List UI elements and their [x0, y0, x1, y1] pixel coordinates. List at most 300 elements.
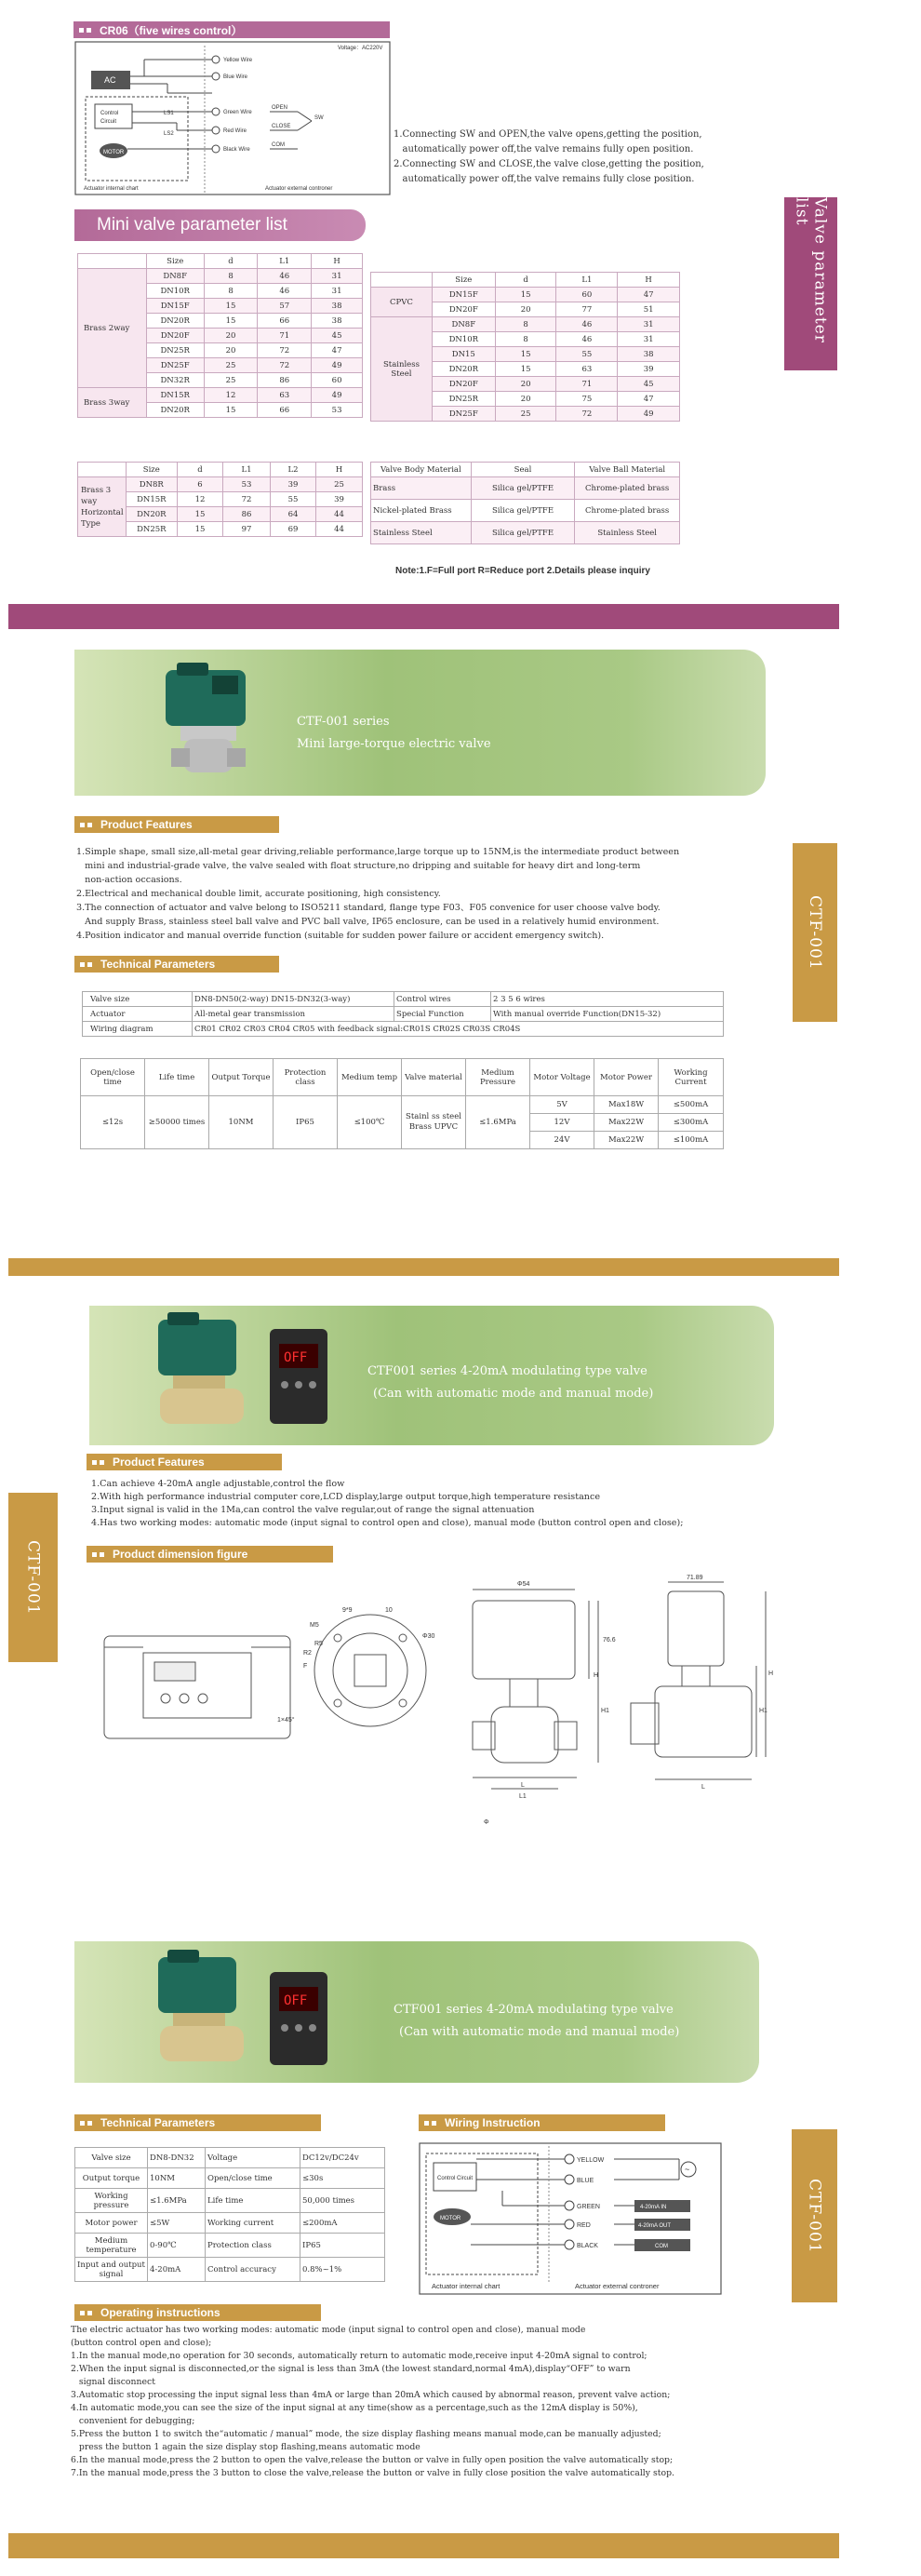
- cell: 72: [258, 358, 312, 373]
- ctf001a-spec-table: [80, 1058, 724, 1149]
- svg-text:CLOSE: CLOSE: [272, 124, 291, 129]
- ctf001a-features: [76, 845, 783, 943]
- cell: DN25F: [146, 358, 204, 373]
- controller-box: [270, 1972, 327, 2065]
- cell: Control wires: [394, 992, 491, 1007]
- cell: 20: [495, 392, 556, 407]
- cell: Max22W: [594, 1114, 659, 1132]
- cell: DN15R: [146, 388, 204, 403]
- svg-text:SW: SW: [314, 115, 324, 121]
- cr06-right-caption: Actuator external controner: [265, 186, 333, 192]
- cell: DN8-DN32: [148, 2148, 206, 2168]
- cell: ≤12s: [81, 1096, 145, 1149]
- ctf001c-banner-line1: CTF001 series 4-20mA modulating type valve: [394, 2003, 674, 2017]
- col-header: d: [204, 254, 258, 269]
- ctf001b-features-head: [87, 1454, 282, 1470]
- svg-text:L: L: [521, 1782, 525, 1789]
- dim-head-label: Product dimension figure: [113, 1548, 248, 1561]
- svg-text:10: 10: [385, 1607, 393, 1614]
- svg-text:H1: H1: [759, 1708, 768, 1714]
- cell: Valve size: [83, 992, 193, 1007]
- cell: DN32R: [146, 373, 204, 388]
- svg-text:Blue Wire: Blue Wire: [223, 74, 248, 80]
- ctf001-banner-title: [297, 711, 491, 756]
- svg-text:M5: M5: [310, 1622, 319, 1629]
- cell: 63: [556, 362, 618, 377]
- wiring-left-caption: Actuator internal chart: [432, 2282, 501, 2290]
- material-table: [370, 462, 680, 544]
- cell: 8: [204, 284, 258, 299]
- col-header: H: [312, 254, 363, 269]
- valve-4-20ma-image: [149, 1310, 354, 1441]
- ops-line: 4.In automatic mode,you can see the size of the input signal at any time(show as a percentage,such as the 12mA display is 50%),: [71, 2403, 638, 2413]
- cell: Max22W: [594, 1132, 659, 1149]
- ctf001c-tech-table: [74, 2147, 385, 2282]
- cell: 31: [312, 269, 363, 284]
- wiring-instruction-diagram: [419, 2142, 722, 2295]
- svg-text:GREEN: GREEN: [577, 2204, 600, 2210]
- cell: 15: [204, 299, 258, 314]
- ctf001b-banner-title: [367, 1361, 653, 1405]
- divider-purple: [8, 604, 839, 629]
- cell: 25: [495, 407, 556, 422]
- cell: ≤5W: [148, 2213, 206, 2234]
- svg-text:F: F: [303, 1663, 308, 1670]
- cell: 15: [495, 347, 556, 362]
- cr06-wiring-diagram: [74, 41, 391, 195]
- cell: ≤1.6MPa: [466, 1096, 530, 1149]
- side-tab-ctf001-b: [8, 1493, 58, 1662]
- cell: 51: [618, 302, 680, 317]
- cell: ≤1.6MPa: [148, 2189, 206, 2213]
- cell: DN25R: [126, 522, 177, 537]
- cell: ≥50000 times: [145, 1096, 209, 1149]
- col-header: Size: [432, 273, 495, 288]
- cell: 20: [495, 377, 556, 392]
- svg-text:Red Wire: Red Wire: [223, 128, 247, 134]
- cpvc-stainless-table: [370, 272, 680, 422]
- cell: ≤300mA: [659, 1114, 724, 1132]
- ctf001c-ops-head: [74, 2304, 321, 2321]
- ctf001b-dimension-head: [87, 1546, 333, 1563]
- svg-text:Φ54: Φ54: [517, 1581, 530, 1588]
- cell: 66: [258, 314, 312, 329]
- ops-line: 3.Automatic stop processing the input signal less than 4mA or large than 20mA which caused by abnormal reason, prevent valve action;: [71, 2390, 671, 2400]
- feature-line: 1.Simple shape, small size,all-metal gear driving,reliable performance,large torque up to 15NM,is the intermediate product between: [76, 847, 680, 857]
- cell: DN20R: [126, 507, 177, 522]
- cell: 44: [315, 507, 362, 522]
- svg-text:COM: COM: [272, 142, 285, 148]
- cell: 25: [315, 477, 362, 492]
- cell: Silica gel/PTFE: [471, 522, 575, 544]
- cell: 45: [312, 329, 363, 343]
- ctf001a-features-head: [74, 816, 279, 833]
- group-label: Brass 3way: [78, 388, 147, 418]
- svg-text:1×45°: 1×45°: [277, 1717, 295, 1724]
- cell: 39: [270, 477, 315, 492]
- cell: DN15R: [126, 492, 177, 507]
- svg-text:YELLOW: YELLOW: [577, 2157, 605, 2164]
- cell: ≤30s: [300, 2168, 385, 2189]
- cell: 45: [618, 377, 680, 392]
- cell: 86: [223, 507, 271, 522]
- svg-text:R2: R2: [303, 1650, 312, 1657]
- cell: 39: [315, 492, 362, 507]
- cell: 15: [204, 314, 258, 329]
- cell: Motor power: [75, 2213, 148, 2234]
- cr06-left-caption: Actuator internal chart: [84, 186, 139, 192]
- mini-param-title-label: Mini valve parameter list: [97, 215, 287, 235]
- cell: Nickel-plated Brass: [371, 500, 472, 522]
- col-header: L1: [223, 463, 271, 477]
- col-header: d: [495, 273, 556, 288]
- cell: 15: [495, 362, 556, 377]
- cell: Input and output signal: [75, 2258, 148, 2282]
- cell: ≤100℃: [338, 1096, 402, 1149]
- cell: 44: [315, 522, 362, 537]
- ops-line: 6.In the manual mode,press the 2 button to open the valve,release the button or valve in fully open position the valve automatically stop;: [71, 2455, 674, 2465]
- wiring-head-label: Wiring Instruction: [445, 2116, 541, 2129]
- cell: 5V: [530, 1096, 594, 1114]
- cell: DN8-DN50(2-way) DN15-DN32(3-way): [193, 992, 394, 1007]
- cell: IP65: [300, 2234, 385, 2258]
- cell: 8: [495, 317, 556, 332]
- col-header: H: [618, 273, 680, 288]
- ops-line: press the button 1 again the size display stop flashing,means automatic mode: [71, 2442, 420, 2452]
- cell: DN8F: [432, 317, 495, 332]
- group-label: Brass 3 way Horizontal Type: [78, 477, 127, 537]
- ctf001c-tech-head: [74, 2114, 321, 2131]
- col-header: Valve Body Material: [371, 463, 472, 477]
- cell: 72: [258, 343, 312, 358]
- col-header: Output Torque: [209, 1059, 274, 1096]
- cell: 12V: [530, 1114, 594, 1132]
- feature-line: 1.Can achieve 4-20mA angle adjustable,control the flow: [91, 1479, 345, 1489]
- cell: 4-20mA: [148, 2258, 206, 2282]
- cell: 55: [270, 492, 315, 507]
- cell: DN25R: [146, 343, 204, 358]
- cell: 63: [258, 388, 312, 403]
- ctf001a-tech-head: [74, 956, 279, 973]
- svg-text:COM: COM: [655, 2244, 668, 2249]
- col-header: Medium temp: [338, 1059, 402, 1096]
- ops-line: 7.In the manual mode,press the 3 button to close the valve,release the button or valve in fully close position the valve automatically stop.: [71, 2468, 674, 2478]
- cell: Max18W: [594, 1096, 659, 1114]
- cell: Open/close time: [206, 2168, 300, 2189]
- cell: 60: [556, 288, 618, 302]
- brass-3way-horizontal-table: [77, 462, 363, 537]
- cell: Output torque: [75, 2168, 148, 2189]
- cell: All-metal gear transmission: [193, 1007, 394, 1022]
- cell: DN10R: [146, 284, 204, 299]
- svg-text:OFF: OFF: [284, 1993, 308, 2008]
- cell: DN10R: [432, 332, 495, 347]
- cell: 71: [556, 377, 618, 392]
- cell: Life time: [206, 2189, 300, 2213]
- cr06-note-1: 1.Connecting SW and OPEN,the valve opens,getting the position,: [394, 129, 702, 140]
- cell: 15: [178, 522, 223, 537]
- feature-line: 3.Input signal is valid in the 1Ma,can control the valve regular,out of range the signal attenuation: [91, 1505, 535, 1515]
- cell: 55: [556, 347, 618, 362]
- ctf001c-ops: [71, 2324, 796, 2480]
- cell: 8: [495, 332, 556, 347]
- cr06-header-label: CR06（five wires control）: [100, 23, 243, 37]
- cell: 66: [258, 403, 312, 418]
- cell: 25: [204, 358, 258, 373]
- cell: 97: [223, 522, 271, 537]
- cell: 6: [178, 477, 223, 492]
- svg-text:Yellow Wire: Yellow Wire: [223, 58, 253, 63]
- cell: 47: [618, 288, 680, 302]
- cr06-control-circuit: [95, 104, 132, 128]
- features-head-label: Product Features: [113, 1456, 205, 1469]
- cell: 15: [204, 403, 258, 418]
- cell: DN15: [432, 347, 495, 362]
- cell: IP65: [274, 1096, 338, 1149]
- feature-line: 4.Has two working modes: automatic mode (input signal to control open and close), manual mode (button control open and close);: [91, 1518, 684, 1528]
- cell: 15: [495, 288, 556, 302]
- svg-text:Φ: Φ: [484, 1819, 489, 1826]
- svg-text:R5: R5: [314, 1641, 323, 1647]
- ctf001b-banner-line1: CTF001 series 4-20mA modulating type valve: [367, 1364, 647, 1378]
- cell: 38: [312, 299, 363, 314]
- tech-head-label: Technical Parameters: [100, 958, 216, 971]
- mini-param-note: Note:1.F=Full port R=Reduce port 2.Details please inquiry: [395, 566, 650, 576]
- svg-text:LS1: LS1: [164, 111, 174, 116]
- cell: CR01 CR02 CR03 CR04 CR05 with feedback signal:CR01S CR02S CR03S CR04S: [193, 1022, 724, 1037]
- cell: Stainless Steel: [575, 522, 680, 544]
- cell: Chrome-plated brass: [575, 500, 680, 522]
- cell: 47: [618, 392, 680, 407]
- svg-text:Circuit: Circuit: [100, 119, 117, 125]
- side-tab-ctf001-a: [793, 843, 837, 1022]
- col-header: Size: [126, 463, 177, 477]
- side-tab-label: CTF-001: [806, 894, 824, 971]
- cell: Protection class: [206, 2234, 300, 2258]
- ctf001b-features: [91, 1478, 780, 1530]
- cell: Working current: [206, 2213, 300, 2234]
- col-header: Open/close time: [81, 1059, 145, 1096]
- cell: ≤200mA: [300, 2213, 385, 2234]
- feature-line: 2.Electrical and mechanical double limit, accurate positioning, high consistency.: [76, 889, 441, 899]
- side-tab-label: CTF-001: [805, 2178, 824, 2254]
- ctf001c-banner-title: [394, 1999, 679, 2044]
- cell: Control accuracy: [206, 2258, 300, 2282]
- svg-text:Control Circuit: Control Circuit: [437, 2176, 474, 2181]
- cell: With manual override Function(DN15-32): [491, 1007, 724, 1022]
- cell: Stainl ss steel Brass UPVC: [402, 1096, 466, 1149]
- cell: ≤500mA: [659, 1096, 724, 1114]
- cell: DN20R: [146, 403, 204, 418]
- ops-line: 1.In the manual mode,no operation for 30 seconds, automatically return to automatic mode,receive input 4-20mA signal to control;: [71, 2351, 647, 2361]
- cr06-header: [73, 21, 390, 38]
- cell: 8: [204, 269, 258, 284]
- cell: DN25R: [432, 392, 495, 407]
- cell: 47: [312, 343, 363, 358]
- mini-param-title: [74, 209, 366, 241]
- feature-line: 4.Position indicator and manual override function (suitable for sudden power failure or accident emergency switch).: [76, 931, 605, 941]
- ops-line: (button control open and close);: [71, 2338, 212, 2348]
- ops-line: 2.When the input signal is disconnected,or the signal is less than 3mA (the lowest standard,normal 4mA),display“OFF” to warn: [71, 2364, 631, 2374]
- cell: Special Function: [394, 1007, 491, 1022]
- cell: Valve size: [75, 2148, 148, 2168]
- svg-text:4-20mA IN: 4-20mA IN: [640, 2205, 667, 2210]
- svg-text:BLACK: BLACK: [577, 2243, 598, 2249]
- col-header: Valve Ball Material: [575, 463, 680, 477]
- cell: Voltage: [206, 2148, 300, 2168]
- col-header: Motor Power: [594, 1059, 659, 1096]
- cell: 77: [556, 302, 618, 317]
- cell: ≤100mA: [659, 1132, 724, 1149]
- svg-text:Green Wire: Green Wire: [223, 110, 252, 115]
- wiring-right-caption: Actuator external controner: [575, 2282, 660, 2290]
- cell: 46: [258, 269, 312, 284]
- cell: 53: [223, 477, 271, 492]
- feature-line: mini and industrial-grade valve, the valve sealed with float structure,no dripping and suitable for heavy dirt and long-term: [76, 861, 641, 871]
- cell: 31: [618, 332, 680, 347]
- svg-text:4-20mA OUT: 4-20mA OUT: [638, 2223, 672, 2229]
- col-header: L1: [556, 273, 618, 288]
- controller-box: [270, 1329, 327, 1424]
- cr06-voltage: Voltage：AC220V: [338, 46, 383, 51]
- svg-text:RED: RED: [577, 2222, 591, 2229]
- col-header: Working Current: [659, 1059, 724, 1096]
- svg-text:76.6: 76.6: [603, 1637, 616, 1644]
- ctf001c-banner-line2: (Can with automatic mode and manual mode): [399, 2025, 680, 2039]
- col-header: L1: [258, 254, 312, 269]
- svg-text:Control: Control: [100, 111, 119, 116]
- cell: Brass: [371, 477, 472, 500]
- cell: 31: [618, 317, 680, 332]
- cell: 12: [178, 492, 223, 507]
- cell: 38: [312, 314, 363, 329]
- divider-gold-1: [8, 1258, 839, 1276]
- col-header: H: [315, 463, 362, 477]
- cell: 0.8%~1%: [300, 2258, 385, 2282]
- col-header: Motor Voltage: [530, 1059, 594, 1096]
- cell: DN20R: [432, 362, 495, 377]
- svg-text:H: H: [594, 1672, 599, 1679]
- cell: DN15F: [146, 299, 204, 314]
- cell: 75: [556, 392, 618, 407]
- svg-text:MOTOR: MOTOR: [440, 2216, 461, 2221]
- ops-line: The electric actuator has two working modes: automatic mode (input signal to control open and close), manual mode: [71, 2325, 586, 2335]
- feature-line: non-action occasions.: [76, 875, 182, 885]
- cell: Chrome-plated brass: [575, 477, 680, 500]
- svg-text:L1: L1: [519, 1793, 527, 1800]
- cell: Working pressure: [75, 2189, 148, 2213]
- cell: 46: [556, 317, 618, 332]
- cell: 20: [204, 343, 258, 358]
- cell: 57: [258, 299, 312, 314]
- ctf001b-banner-line2: (Can with automatic mode and manual mode): [373, 1387, 654, 1401]
- cell: DN8R: [126, 477, 177, 492]
- cell: Stainless Steel: [371, 522, 472, 544]
- cell: DN20F: [432, 377, 495, 392]
- cell: 49: [312, 388, 363, 403]
- cell: Wiring diagram: [83, 1022, 193, 1037]
- cell: 12: [204, 388, 258, 403]
- group-label: CPVC: [371, 288, 433, 317]
- cell: DN8F: [146, 269, 204, 284]
- svg-text:MOTOR: MOTOR: [103, 150, 125, 155]
- cell: Silica gel/PTFE: [471, 477, 575, 500]
- feature-line: 2.With high performance industrial computer core,LCD display,large output torque,high temperature resistance: [91, 1492, 601, 1502]
- svg-text:9*9: 9*9: [342, 1607, 353, 1614]
- product-dimension-figure: [63, 1573, 789, 1841]
- cell: 20: [204, 329, 258, 343]
- cell: 46: [258, 284, 312, 299]
- col-header: Seal: [471, 463, 575, 477]
- cell: 72: [223, 492, 271, 507]
- cell: 86: [258, 373, 312, 388]
- group-label: Brass 2way: [78, 269, 147, 388]
- cell: 71: [258, 329, 312, 343]
- cell: 53: [312, 403, 363, 418]
- cell: 20: [495, 302, 556, 317]
- svg-text:H1: H1: [601, 1708, 609, 1714]
- ctf001c-wiring-head: [419, 2114, 665, 2131]
- cell: 49: [618, 407, 680, 422]
- cell: 49: [312, 358, 363, 373]
- cr06-note-2: 2.Connecting SW and CLOSE,the valve close,getting the position,: [394, 159, 704, 169]
- valve-4-20ma-image-2: [149, 1948, 354, 2078]
- cell: DN20R: [146, 314, 204, 329]
- cr06-notes: [394, 127, 766, 187]
- cell: Silica gel/PTFE: [471, 500, 575, 522]
- cell: 31: [312, 284, 363, 299]
- svg-text:OPEN: OPEN: [272, 105, 288, 111]
- side-tab-valve-parameter-list: [784, 197, 837, 370]
- cell: 60: [312, 373, 363, 388]
- cell: 39: [618, 362, 680, 377]
- features-head-label: Product Features: [100, 818, 193, 831]
- tech-head-label: Technical Parameters: [100, 2116, 216, 2129]
- svg-text:~: ~: [685, 2165, 690, 2174]
- cell: Actuator: [83, 1007, 193, 1022]
- cell: DC12v/DC24v: [300, 2148, 385, 2168]
- cell: 72: [556, 407, 618, 422]
- cell: DN25F: [432, 407, 495, 422]
- cell: 0-90℃: [148, 2234, 206, 2258]
- cell: 10NM: [209, 1096, 274, 1149]
- feature-line: 3.The connection of actuator and valve belong to ISO5211 standard, flange type F03、F05 convenice for user choose valve body.: [76, 903, 661, 913]
- cell: DN15F: [432, 288, 495, 302]
- cell: 64: [270, 507, 315, 522]
- ops-head-label: Operating instructions: [100, 2306, 220, 2319]
- cell: Medium temperature: [75, 2234, 148, 2258]
- svg-text:BLUE: BLUE: [577, 2178, 594, 2184]
- cell: 38: [618, 347, 680, 362]
- side-tab-label: Valve parameter list: [792, 197, 830, 343]
- cell: DN20F: [146, 329, 204, 343]
- side-tab-label: CTF-001: [23, 1539, 43, 1616]
- cell: 15: [178, 507, 223, 522]
- svg-text:H: H: [768, 1670, 774, 1677]
- ctf001-banner-line2: Mini large-torque electric valve: [297, 737, 491, 751]
- col-header: Protection class: [274, 1059, 338, 1096]
- brass-2way-table: [77, 253, 363, 418]
- divider-gold-2: [8, 2533, 839, 2558]
- col-header: Size: [146, 254, 204, 269]
- cr06-ac-label: AC: [104, 75, 116, 85]
- feature-line: And supply Brass, stainless steel ball valve and PVC ball valve, IP65 enclosure, can be used in a relatively humid environment.: [76, 917, 660, 927]
- cell: 25: [204, 373, 258, 388]
- cell: 24V: [530, 1132, 594, 1149]
- svg-text:OFF: OFF: [284, 1350, 308, 1365]
- cell: DN20F: [432, 302, 495, 317]
- svg-text:LS2: LS2: [164, 131, 174, 137]
